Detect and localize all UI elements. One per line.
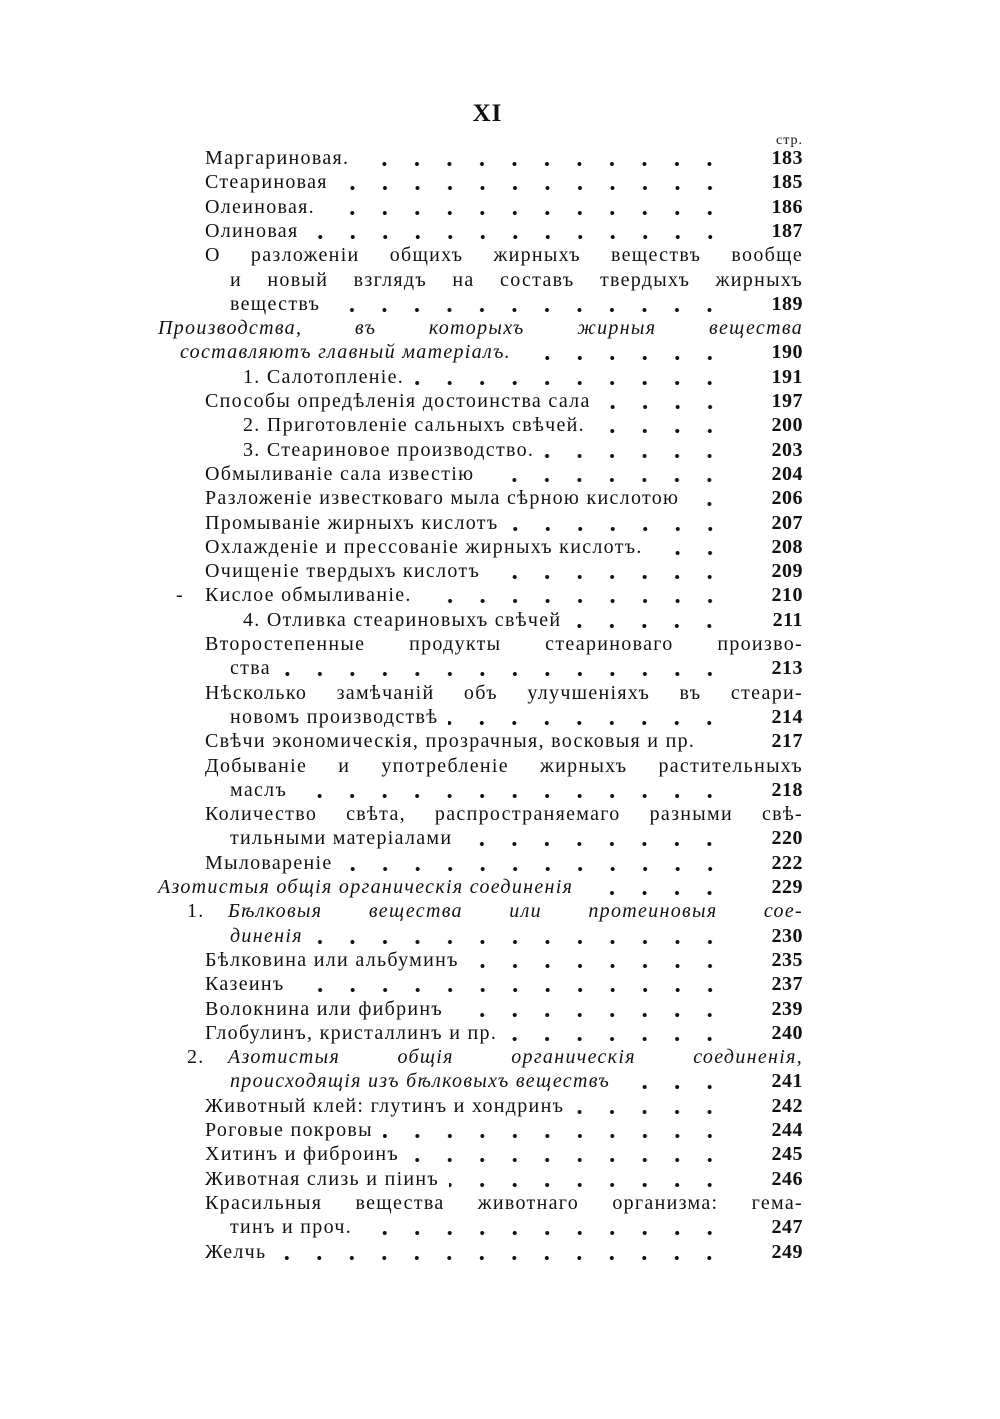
toc-line bbox=[0, 559, 1000, 583]
dot-leader bbox=[453, 997, 726, 1021]
page-number: 208 bbox=[771, 535, 803, 558]
page-number: 211 bbox=[772, 608, 803, 631]
dot-leader bbox=[276, 1240, 726, 1264]
dot-leader bbox=[313, 924, 726, 948]
entry-title: Роговые покровы bbox=[205, 1119, 373, 1141]
toc-line bbox=[0, 608, 1000, 632]
page-number: 200 bbox=[771, 414, 803, 437]
entry-title: Второстепенные продукты стеариноваго произво- bbox=[205, 633, 803, 655]
dot-leader bbox=[448, 705, 726, 729]
section-heading: происходящія изъ бѣлковыхъ веществъ bbox=[230, 1070, 611, 1093]
toc-line bbox=[0, 851, 1000, 875]
entry-title: Количество свѣта, распространяемаго разными свѣ- bbox=[205, 803, 803, 826]
section-heading: диненія bbox=[230, 924, 303, 947]
entry-title: маслъ bbox=[230, 778, 288, 801]
dot-leader bbox=[295, 972, 726, 996]
entry-title: новомъ производствѣ bbox=[230, 705, 439, 728]
page-number: 185 bbox=[771, 171, 803, 194]
dot-leader bbox=[362, 1215, 726, 1239]
toc-line bbox=[0, 268, 1000, 292]
page-number: 245 bbox=[771, 1143, 803, 1166]
page-number: 218 bbox=[771, 778, 803, 801]
toc-line bbox=[0, 292, 1000, 316]
toc-line bbox=[0, 146, 1000, 170]
entry-title: 1. Салотопленіе. bbox=[243, 365, 405, 388]
page-number: 210 bbox=[771, 584, 803, 607]
toc-line bbox=[0, 681, 1000, 705]
page-number: 187 bbox=[771, 219, 803, 242]
toc-line bbox=[0, 243, 1000, 267]
section-heading: Бѣлковыя вещества или протеиновыя сое- bbox=[228, 900, 803, 923]
toc-line bbox=[0, 924, 1000, 948]
toc-line bbox=[0, 462, 1000, 486]
dot-leader bbox=[574, 1094, 726, 1118]
page-number: 229 bbox=[771, 876, 803, 898]
entry-title: Промываніе жирныхъ кислотъ bbox=[205, 511, 499, 534]
toc-line bbox=[0, 1094, 1000, 1118]
dot-leader bbox=[359, 146, 726, 170]
section-heading: Производства, въ которыхъ жирныя вещества bbox=[158, 317, 803, 340]
toc-line bbox=[0, 997, 1000, 1021]
entry-title: Добываніе и употребленіе жирныхъ растительныхъ bbox=[205, 754, 803, 777]
page-number: 241 bbox=[771, 1070, 803, 1093]
toc-line bbox=[0, 1191, 1000, 1215]
entry-title: Бѣлковина или альбуминъ bbox=[205, 948, 459, 971]
dot-leader bbox=[620, 1069, 726, 1093]
page-number: 213 bbox=[771, 657, 803, 680]
entry-title: Олеиновая. bbox=[205, 195, 315, 218]
toc-line bbox=[0, 219, 1000, 243]
toc-line bbox=[0, 195, 1000, 219]
toc-line bbox=[0, 778, 1000, 802]
toc-line bbox=[0, 705, 1000, 729]
dot-leader bbox=[469, 948, 726, 972]
page-number: 186 bbox=[771, 195, 803, 218]
dot-leader bbox=[571, 608, 726, 632]
entry-title: Желчь bbox=[205, 1240, 267, 1263]
page-number: 197 bbox=[771, 390, 803, 412]
entry-title: Способы опредѣленія достоинства сала bbox=[205, 390, 591, 412]
entry-title: Свѣчи экономическія, прозрачныя, восковыя и пр. bbox=[205, 730, 696, 753]
toc-line bbox=[0, 413, 1000, 437]
entry-title: Казеинъ bbox=[205, 973, 285, 996]
entry-title: Нѣсколько замѣчаній объ улучшеніяхъ въ стеари- bbox=[205, 681, 803, 704]
dot-leader bbox=[509, 511, 727, 535]
toc-line bbox=[0, 899, 1000, 923]
dot-leader bbox=[689, 486, 726, 510]
toc-line bbox=[0, 438, 1000, 462]
page-number: 222 bbox=[771, 851, 803, 874]
toc-line bbox=[0, 486, 1000, 510]
entry-title: тильными матеріалами bbox=[230, 827, 453, 850]
page-number: 206 bbox=[771, 487, 803, 510]
entry-title: О разложеніи общихъ жирныхъ веществъ вообще bbox=[205, 244, 803, 267]
toc-line bbox=[0, 875, 1000, 899]
entry-title: веществъ bbox=[230, 292, 321, 315]
entry-title: Очищеніе твердыхъ кислотъ bbox=[205, 560, 481, 583]
entry-title: 3. Стеариновое производство. bbox=[243, 438, 535, 461]
page-number: 214 bbox=[771, 705, 803, 728]
page-number: 235 bbox=[771, 948, 803, 971]
entry-title: Животная слизь и піинъ bbox=[205, 1167, 440, 1190]
dot-leader bbox=[653, 535, 726, 559]
dot-leader bbox=[309, 219, 727, 243]
dot-leader bbox=[490, 559, 726, 583]
toc-line bbox=[0, 1240, 1000, 1264]
toc-line bbox=[0, 826, 1000, 850]
section-heading: Азотистыя общія органическія соединенія bbox=[158, 876, 574, 898]
dot-leader bbox=[297, 778, 726, 802]
toc-line bbox=[0, 1142, 1000, 1166]
page-number: 246 bbox=[771, 1167, 803, 1190]
dot-leader bbox=[595, 413, 726, 437]
dot-leader bbox=[325, 195, 726, 219]
dot-leader bbox=[462, 826, 726, 850]
page-number: 239 bbox=[771, 997, 803, 1020]
toc-line bbox=[0, 656, 1000, 680]
toc-line bbox=[0, 972, 1000, 996]
dot-leader bbox=[338, 170, 726, 194]
toc-line bbox=[0, 948, 1000, 972]
entry-title: Мыловареніе bbox=[205, 851, 333, 874]
page-number: 247 bbox=[771, 1216, 803, 1239]
page-number: 190 bbox=[771, 341, 803, 364]
dot-leader bbox=[409, 1142, 726, 1166]
page-number: 237 bbox=[771, 973, 803, 996]
page-number: 244 bbox=[771, 1119, 803, 1141]
entry-title: Красильныя вещества животнаго организма: гема- bbox=[205, 1191, 803, 1214]
entry-title: тинъ и проч. bbox=[230, 1216, 353, 1239]
margin-mark: - bbox=[176, 584, 184, 607]
dot-leader bbox=[449, 1167, 726, 1191]
dot-leader bbox=[521, 340, 726, 364]
page-number: 220 bbox=[771, 827, 803, 850]
toc-line bbox=[0, 802, 1000, 826]
toc-line bbox=[0, 340, 1000, 364]
page-number: 183 bbox=[771, 147, 803, 169]
toc-line bbox=[0, 632, 1000, 656]
toc-line bbox=[0, 1021, 1000, 1045]
section-number: 1. bbox=[187, 900, 205, 923]
entry-title: Животный клей: глутинъ и хондринъ bbox=[205, 1094, 565, 1117]
page-column-label: стр. bbox=[775, 133, 803, 148]
toc-line bbox=[0, 583, 1000, 607]
dot-leader bbox=[383, 1118, 726, 1142]
section-heading: Азотистыя общія органическія соединенія, bbox=[228, 1046, 803, 1069]
entry-title: Хитинъ и фиброинъ bbox=[205, 1143, 400, 1166]
toc-line bbox=[0, 511, 1000, 535]
toc-line bbox=[0, 729, 1000, 753]
page-number: 189 bbox=[771, 292, 803, 315]
dot-leader bbox=[343, 851, 726, 875]
page-number: 242 bbox=[771, 1094, 803, 1117]
entry-title: и новый взглядъ на составъ твердыхъ жирныхъ bbox=[230, 268, 803, 291]
toc-line bbox=[0, 1045, 1000, 1069]
dot-leader bbox=[422, 583, 726, 607]
dot-leader bbox=[507, 1021, 726, 1045]
entry-title: Маргариновая. bbox=[205, 147, 350, 169]
toc-line bbox=[0, 1215, 1000, 1239]
toc-line bbox=[0, 1167, 1000, 1191]
page-number: 204 bbox=[771, 462, 803, 485]
page-number: 240 bbox=[771, 1021, 803, 1044]
toc-line bbox=[0, 1118, 1000, 1142]
page-folio: XI bbox=[472, 100, 503, 127]
page-number: 217 bbox=[771, 730, 803, 753]
dot-leader bbox=[330, 292, 726, 316]
entry-title: Волокнина или фибринъ bbox=[205, 997, 444, 1020]
section-number: 2. bbox=[187, 1046, 205, 1069]
toc-line bbox=[0, 316, 1000, 340]
entry-title: Глобулинъ, кристаллинъ и пр. bbox=[205, 1021, 498, 1044]
toc-line bbox=[0, 389, 1000, 413]
dot-leader bbox=[601, 389, 726, 413]
toc-line bbox=[0, 365, 1000, 389]
toc-line bbox=[0, 1069, 1000, 1093]
dot-leader bbox=[544, 438, 726, 462]
entry-title: Обмыливаніе сала известію bbox=[205, 462, 475, 485]
toc-line bbox=[0, 535, 1000, 559]
page-number: 230 bbox=[771, 924, 803, 947]
page-number: 249 bbox=[771, 1240, 803, 1263]
entry-title: ства bbox=[230, 657, 271, 680]
entry-title: 4. Отливка стеариновыхъ свѣчей bbox=[243, 608, 562, 631]
section-heading: составляютъ главный матеріалъ. bbox=[180, 341, 511, 364]
entry-title: Олиновая bbox=[205, 219, 299, 242]
page-number: 191 bbox=[771, 365, 803, 388]
dot-leader bbox=[281, 656, 726, 680]
dot-leader bbox=[414, 365, 726, 389]
page-number: 203 bbox=[771, 438, 803, 461]
entry-title: Разложеніе известковаго мыла сѣрною кислотою bbox=[205, 487, 680, 510]
entry-title: 2. Приготовленіе сальныхъ свѣчей. bbox=[243, 414, 585, 437]
toc-line bbox=[0, 170, 1000, 194]
page-number: 209 bbox=[771, 560, 803, 583]
entry-title: Охлажденіе и прессованіе жирныхъ кислотъ. bbox=[205, 535, 643, 558]
page-number: 207 bbox=[771, 511, 803, 534]
dot-leader bbox=[484, 462, 726, 486]
toc-line bbox=[0, 754, 1000, 778]
entry-title: Кислое обмыливаніе. bbox=[205, 584, 412, 607]
dot-leader bbox=[583, 875, 726, 899]
entry-title: Стеариновая bbox=[205, 171, 328, 194]
